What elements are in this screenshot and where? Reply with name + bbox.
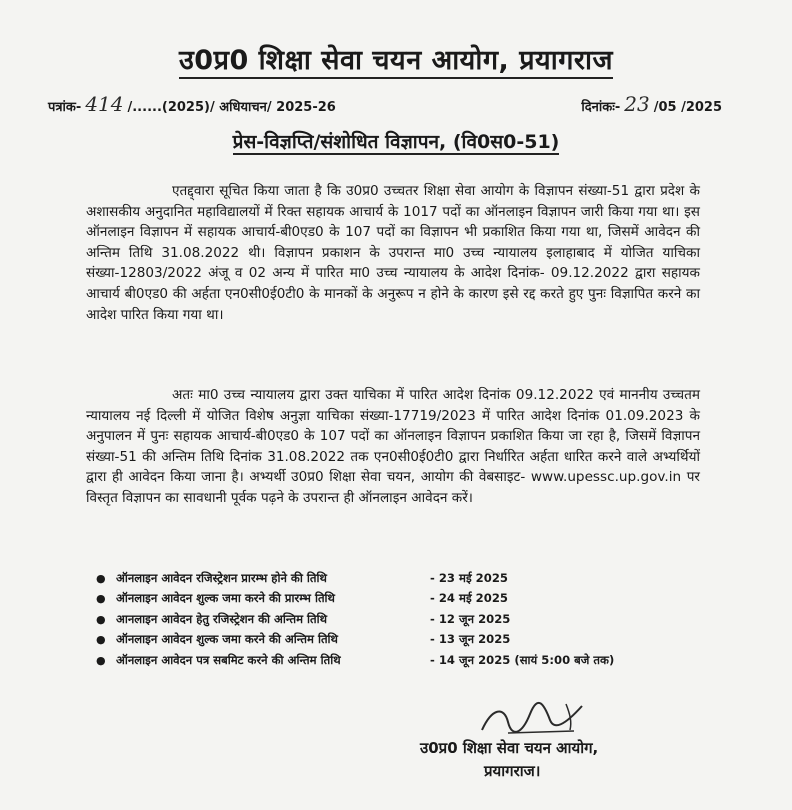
schedule-label: ऑनलाइन आवेदन शुल्क जमा करने की अन्तिम तिथि bbox=[116, 632, 338, 647]
schedule-row bbox=[96, 609, 716, 630]
bullet-icon: ● bbox=[96, 633, 106, 647]
schedule-date: - 24 मई 2025 bbox=[430, 591, 508, 606]
schedule-date: - 14 जून 2025 (सायं 5:00 बजे तक) bbox=[430, 652, 615, 667]
schedule-label: ऑनलाइन आवेदन रजिस्ट्रेशन प्रारम्भ होने की तिथि bbox=[116, 570, 327, 585]
reference-line bbox=[48, 92, 722, 116]
schedule-row bbox=[96, 589, 716, 610]
press-release-heading bbox=[0, 128, 792, 154]
letter-number-suffix: /......(2025)/ अधियाचन/ 2025-26 bbox=[127, 100, 336, 115]
letter-date-prefix: दिनांकः- bbox=[581, 100, 621, 115]
schedule-list bbox=[96, 568, 716, 671]
schedule-row bbox=[96, 630, 716, 651]
schedule-row bbox=[96, 650, 716, 671]
body-paragraph-2 bbox=[86, 385, 700, 509]
schedule-label: ऑनलाइन आवेदन शुल्क जमा करने की प्रारम्भ तिथि bbox=[116, 591, 335, 606]
letter-date-suffix: /05 /2025 bbox=[653, 100, 722, 115]
letter-date-handwritten: 23 bbox=[624, 92, 650, 116]
signatory-office: उ0प्र0 शिक्षा सेवा चयन आयोग, bbox=[420, 739, 599, 757]
letter-number-prefix: पत्रांक- bbox=[48, 100, 82, 115]
organization-title bbox=[0, 40, 792, 77]
letter-date bbox=[581, 92, 722, 116]
letter-number-handwritten: 414 bbox=[85, 92, 124, 116]
organization-title-text: उ0प्र0 शिक्षा सेवा चयन आयोग, प्रयागराज bbox=[179, 45, 613, 79]
body-paragraph-2-text: अतः मा0 उच्च न्यायालय द्वारा उक्त याचिका में पारित आदेश दिनांक 09.12.2022 एवं माननीय उच्चतम न्यायालय नई दिल्ली में योजित विशेष अनुज्ञा याचिका संख्या-17719/2023 में पारित आदेश दिनांक 01.09.2023 के अनुपालन में पुनः सहायक आचार्य-बी0एड0 के 107 पदों का ऑनलाइन विज्ञापन प्रकाशित किया जा रहा है, जिसमें विज्ञापन संख्या-51 की अन्तिम तिथि दिनांक 31.08.2022 तक एन0सी0ई0टी0 द्वारा निर्धारित अर्हता धारित करने वाले अभ्यर्थियों द्वारा ही आवेदन किया जाना है। अभ्यर्थी उ0प्र0 शिक्षा सेवा चयन, आयोग की वेबसाइट- www.upessc.up.gov.in पर विस्तृत विज्ञापन का सावधानी पूर्वक पढ़ने के उपरान्त ही ऑनलाइन आवेदन करें। bbox=[86, 387, 700, 506]
press-release-heading-text: प्रेस-विज्ञप्ति/संशोधित विज्ञापन, (वि0स0-51) bbox=[232, 131, 560, 153]
schedule-date: - 12 जून 2025 bbox=[430, 611, 511, 626]
schedule-date: - 23 मई 2025 bbox=[430, 570, 508, 585]
letter-number bbox=[48, 92, 336, 116]
bullet-icon: ● bbox=[96, 592, 106, 606]
signatory-block bbox=[420, 737, 598, 783]
body-paragraph-1 bbox=[86, 181, 700, 325]
signature-icon bbox=[478, 700, 588, 742]
schedule-label: आनलाइन आवेदन हेतु रजिस्ट्रेशन की अन्तिम तिथि bbox=[116, 611, 328, 626]
body-paragraph-1-text: एतद्द्वारा सूचित किया जाता है कि उ0प्र0 उच्चतर शिक्षा सेवा आयोग के विज्ञापन संख्या-51 द्वारा प्रदेश के अशासकीय अनुदानित महाविद्यालयों में रिक्त सहायक आचार्य के 1017 पदों का ऑनलाइन विज्ञापन जारी किया गया था। इस ऑनलाइन विज्ञापन में सहायक आचार्य-बी0एड0 के 107 पदों का विज्ञापन भी प्रकाशित किया गया था, जिसमें आवेदन की अन्तिम तिथि 31.08.2022 थी। विज्ञापन प्रकाशन के उपरान्त मा0 उच्च न्यायालय इलाहाबाद में योजित याचिका संख्या-12803/2022 अंजू व 02 अन्य में पारित मा0 उच्च न्यायालय के आदेश दिनांक- 09.12.2022 द्वारा सहायक आचार्य बी0एड0 की अर्हता एन0सी0ई0टी0 के मानकों के अनुरूप न होने के कारण इसे रद्द करते हुए पुनः विज्ञापित करने का आदेश पारित किया गया था। bbox=[86, 183, 700, 323]
schedule-date: - 13 जून 2025 bbox=[430, 632, 511, 647]
schedule-row bbox=[96, 568, 716, 589]
schedule-label: ऑनलाइन आवेदन पत्र सबमिट करने की अन्तिम तिथि bbox=[116, 652, 341, 667]
bullet-icon: ● bbox=[96, 571, 106, 585]
signatory-city: प्रयागराज। bbox=[484, 762, 541, 780]
bullet-icon: ● bbox=[96, 612, 106, 626]
bullet-icon: ● bbox=[96, 653, 106, 667]
